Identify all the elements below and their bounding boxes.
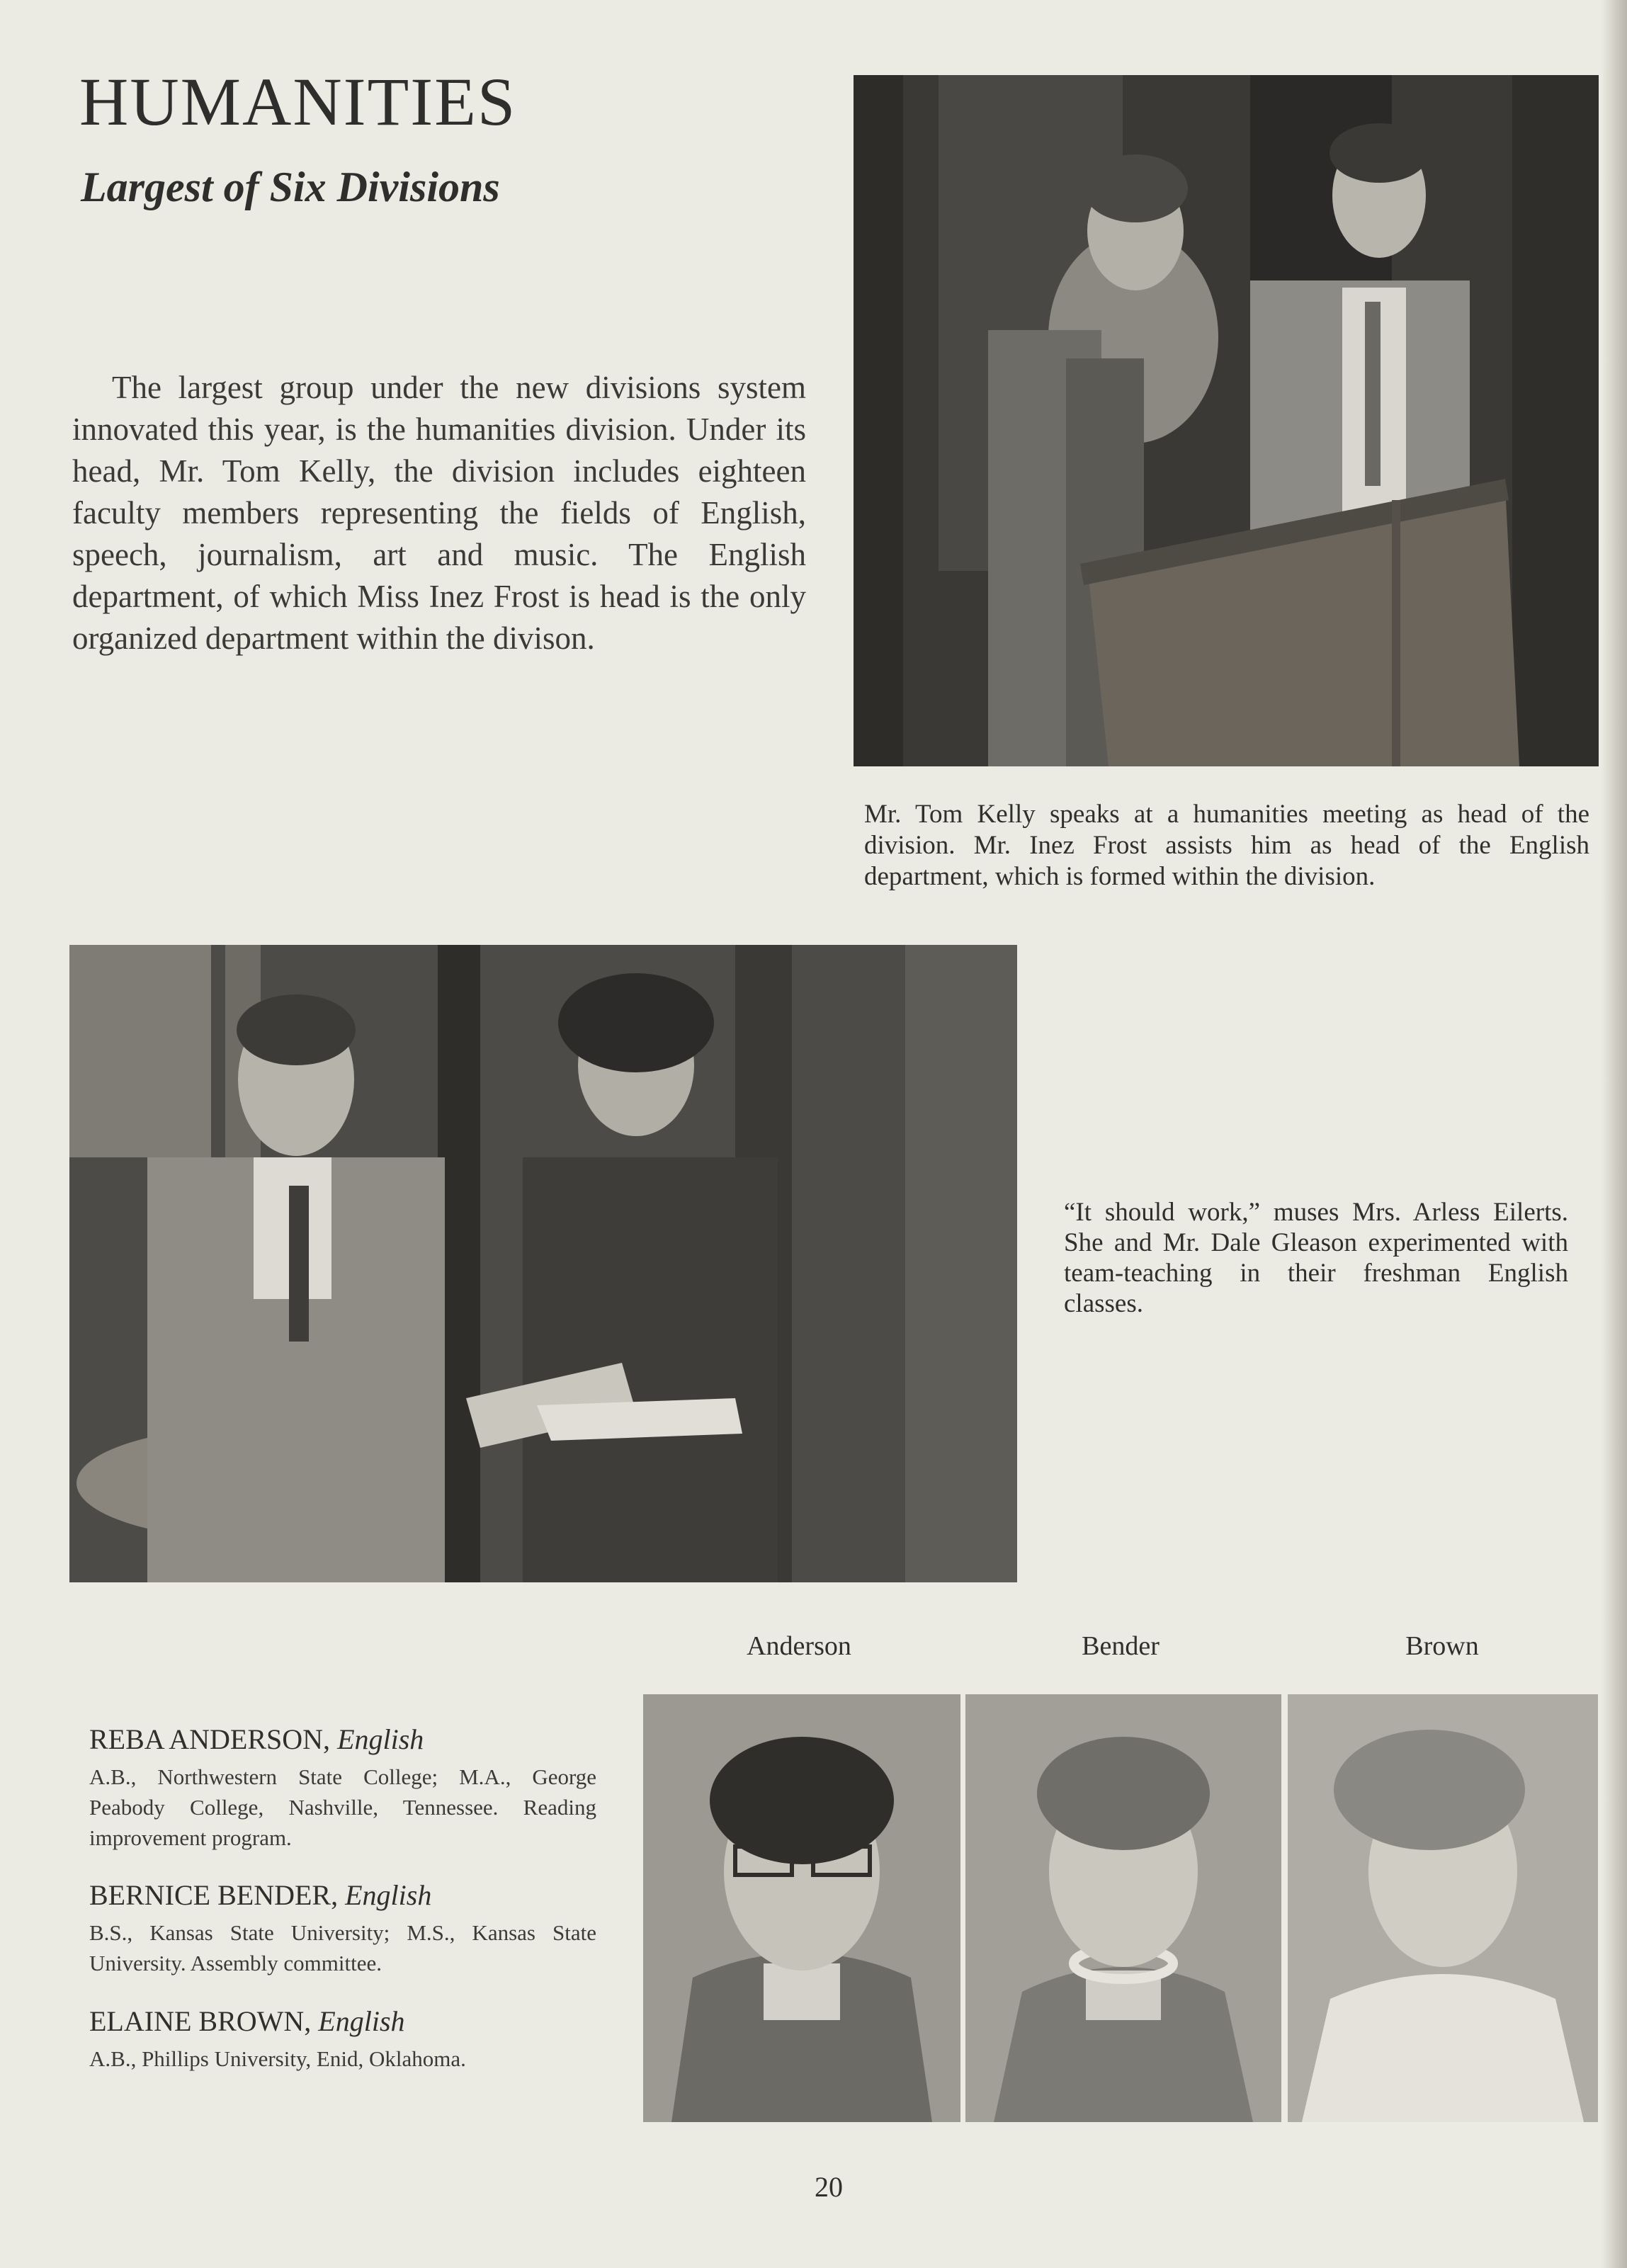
faculty-entry-anderson [89, 1723, 596, 1853]
faculty-heading [89, 2005, 596, 2038]
portrait-bender-graphic [965, 1694, 1281, 2122]
faculty-entry-bender [89, 1878, 596, 1978]
photo-gleason-eilerts [69, 945, 1017, 1582]
page-subtitle: Largest of Six Divisions [81, 164, 500, 210]
page-number: 20 [815, 2171, 843, 2203]
caption-top-photo: Mr. Tom Kelly speaks at a humanities meeting as head of the division. Mr. Inez Frost assists him as head of the English department, which is formed within the division. [864, 800, 1589, 891]
page-title: HUMANITIES [79, 64, 517, 140]
faculty-details: A.B., Northwestern State College; M.A., George Peabody College, Nashville, Tennessee. Reading improvement program. [89, 1764, 596, 1850]
faculty-department: English [337, 1723, 424, 1755]
portrait-brown [1288, 1694, 1598, 2122]
page-edge-shadow [1602, 0, 1627, 2268]
portrait-bender [965, 1694, 1281, 2122]
portrait-label-brown: Brown [1405, 1631, 1479, 1661]
faculty-heading [89, 1878, 596, 1912]
intro-paragraph: The largest group under the new divisions system innovated this year, is the humanities division. Under its head, Mr. Tom Kelly, the division includes eighteen faculty members representing the fields of English, speech, journalism, art and music. The English department, of which Miss Inez Frost is head is the only organized department within the divison. [72, 370, 806, 656]
faculty-details: A.B., Phillips University, Enid, Oklahoma. [89, 2046, 466, 2071]
faculty-department: English [345, 1879, 432, 1911]
faculty-heading [89, 1723, 596, 1756]
portrait-brown-graphic [1288, 1694, 1598, 2122]
faculty-entry-brown [89, 2005, 596, 2074]
caption-middle-photo: “It should work,” muses Mrs. Arless Eilerts. She and Mr. Dale Gleason experimented with team-teaching in their freshman English classes. [1064, 1198, 1568, 1318]
faculty-details: B.S., Kansas State University; M.S., Kansas State University. Assembly committee. [89, 1920, 596, 1975]
photo-gleason-eilerts-graphic [69, 945, 1017, 1582]
faculty-name: REBA ANDERSON, [89, 1723, 331, 1755]
faculty-name: BERNICE BENDER, [89, 1879, 339, 1911]
portrait-anderson-graphic [643, 1694, 960, 2122]
faculty-department: English [318, 2005, 405, 2037]
portrait-label-anderson: Anderson [747, 1631, 851, 1661]
portrait-anderson [643, 1694, 960, 2122]
photo-kelly-frost-graphic [854, 75, 1599, 766]
portrait-label-bender: Bender [1082, 1631, 1160, 1661]
faculty-name: ELAINE BROWN, [89, 2005, 312, 2037]
photo-kelly-frost-lectern [854, 75, 1599, 766]
